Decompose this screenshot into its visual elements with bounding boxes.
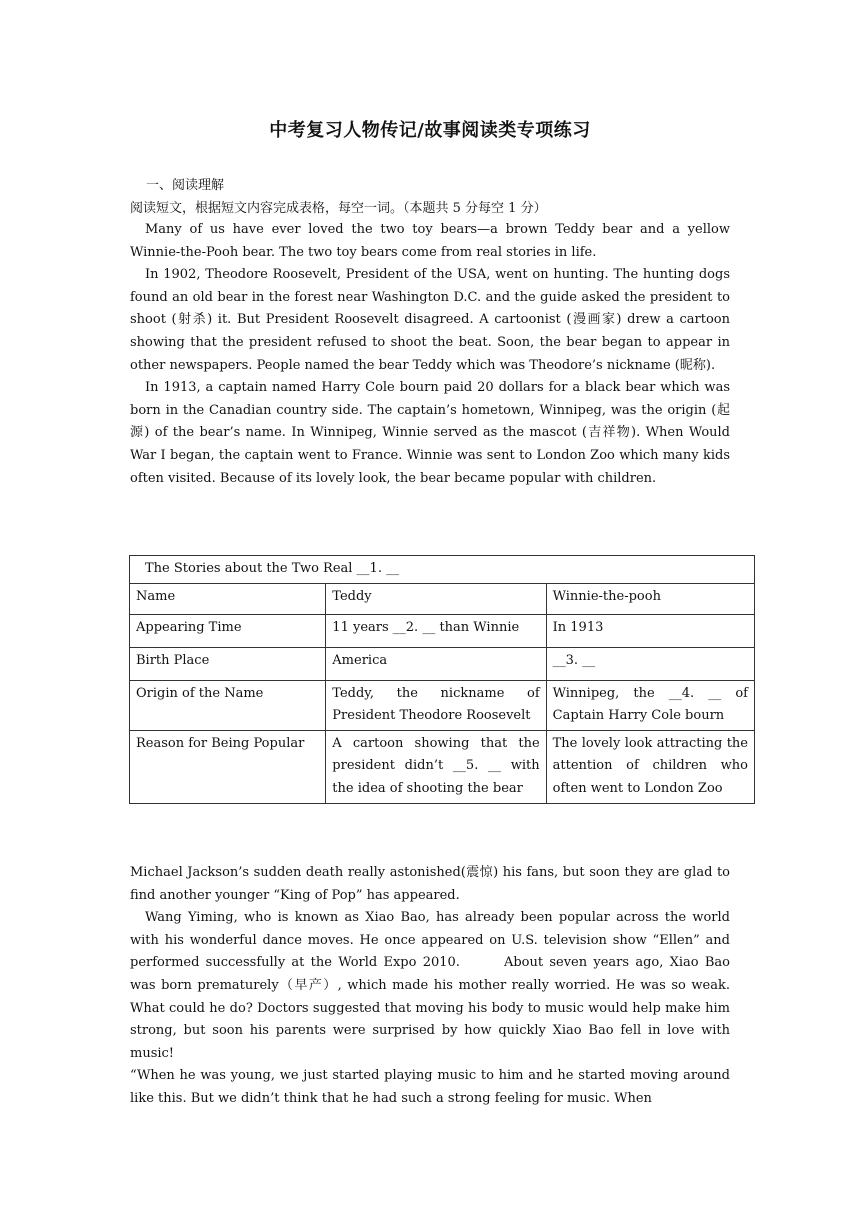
table-row [130, 680, 755, 730]
table-row [130, 583, 755, 614]
table-cell: Origin of the Name [130, 680, 326, 730]
answer-table [129, 555, 755, 804]
table-caption: The Stories about the Two Real __1. __ [130, 556, 755, 584]
table-row [130, 614, 755, 647]
paragraph: In 1913, a captain named Harry Cole bourn paid 20 dollars for a black bear which was born in the Canadian country side. The captain’s hometown, Winnipeg, was the origin (起源) of the bear’s name. In Winnipeg, Winnie served as the mascot (吉祥物). When Would War I began, the captain went to France. Winnie was sent to London Zoo which many kids often visited. Because of its lovely look, the bear became popular with children. [130, 380, 730, 486]
table-cell: In 1913 [546, 614, 754, 647]
paragraph-text: Wang Yiming, who is known as Xiao Bao, has already been popular across the world with his wonderful dance moves. He once appeared on U.S. television show “Ellen” and performed successfully at the World Expo 2010. [130, 910, 730, 971]
passage-2 [130, 862, 730, 1111]
passage-1 [130, 219, 730, 490]
paragraph-text: About seven years ago, Xiao Bao was born prematurely（早产）, which made his mother really worried. He was so weak. What could he do? Doctors suggested that moving his body to music would help make him strong, but soon his parents were surprised by how quickly Xiao Bao fell in love with music! [130, 955, 731, 1061]
paragraph: Many of us have ever loved the two toy bears—a brown Teddy bear and a yellow Winnie-the-Pooh bear. The two toy bears come from real stories in life. [130, 222, 730, 260]
table-row [130, 730, 755, 803]
table-cell: America [326, 647, 546, 680]
table-cell: Winnipeg, the __4. __ of Captain Harry Cole bourn [546, 680, 754, 730]
table-row [130, 647, 755, 680]
table-cell: Teddy [326, 583, 546, 614]
table-cell: Name [130, 583, 326, 614]
table-cell: The lovely look attracting the attention of children who often went to London Zoo [546, 730, 754, 803]
table-cell: Reason for Being Popular [130, 730, 326, 803]
table-cell: __3. __ [546, 647, 754, 680]
paragraph: “When he was young, we just started playing music to him and he started moving around like this. But we didn’t think that he had such a strong feeling for music. When [130, 1068, 730, 1106]
paragraph: In 1902, Theodore Roosevelt, President of the USA, went on hunting. The hunting dogs found an old bear in the forest near Washington D.C. and the guide asked the president to shoot (射杀) it. But President Roosevelt disagreed. A cartoonist (漫画家) drew a cartoon showing that the president refused to shoot the beat. Soon, the bear began to appear in other newspapers. People named the bear Teddy which was Theodore’s nickname (昵称). [130, 267, 730, 373]
table-cell: 11 years __2. __ than Winnie [326, 614, 546, 647]
paragraph: Michael Jackson’s sudden death really astonished(震惊) his fans, but soon they are glad to find another younger “King of Pop” has appeared. [130, 865, 730, 903]
table-cell: Teddy, the nickname of President Theodore Roosevelt [326, 680, 546, 730]
table-cell: Winnie-the-pooh [546, 583, 754, 614]
paragraph [130, 907, 730, 1065]
page-title: 中考复习人物传记/故事阅读类专项练习 [269, 120, 591, 141]
instruction-text: 阅读短文，根据短文内容完成表格，每空一词。（本题共 5 分每空 1 分） [130, 201, 547, 216]
section-heading: 一、阅读理解 [146, 178, 225, 193]
table-cell: Birth Place [130, 647, 326, 680]
table-caption-row [130, 556, 755, 584]
table-cell: Appearing Time [130, 614, 326, 647]
table-cell: A cartoon showing that the president didn’t __5. __ with the idea of shooting the bear [326, 730, 546, 803]
